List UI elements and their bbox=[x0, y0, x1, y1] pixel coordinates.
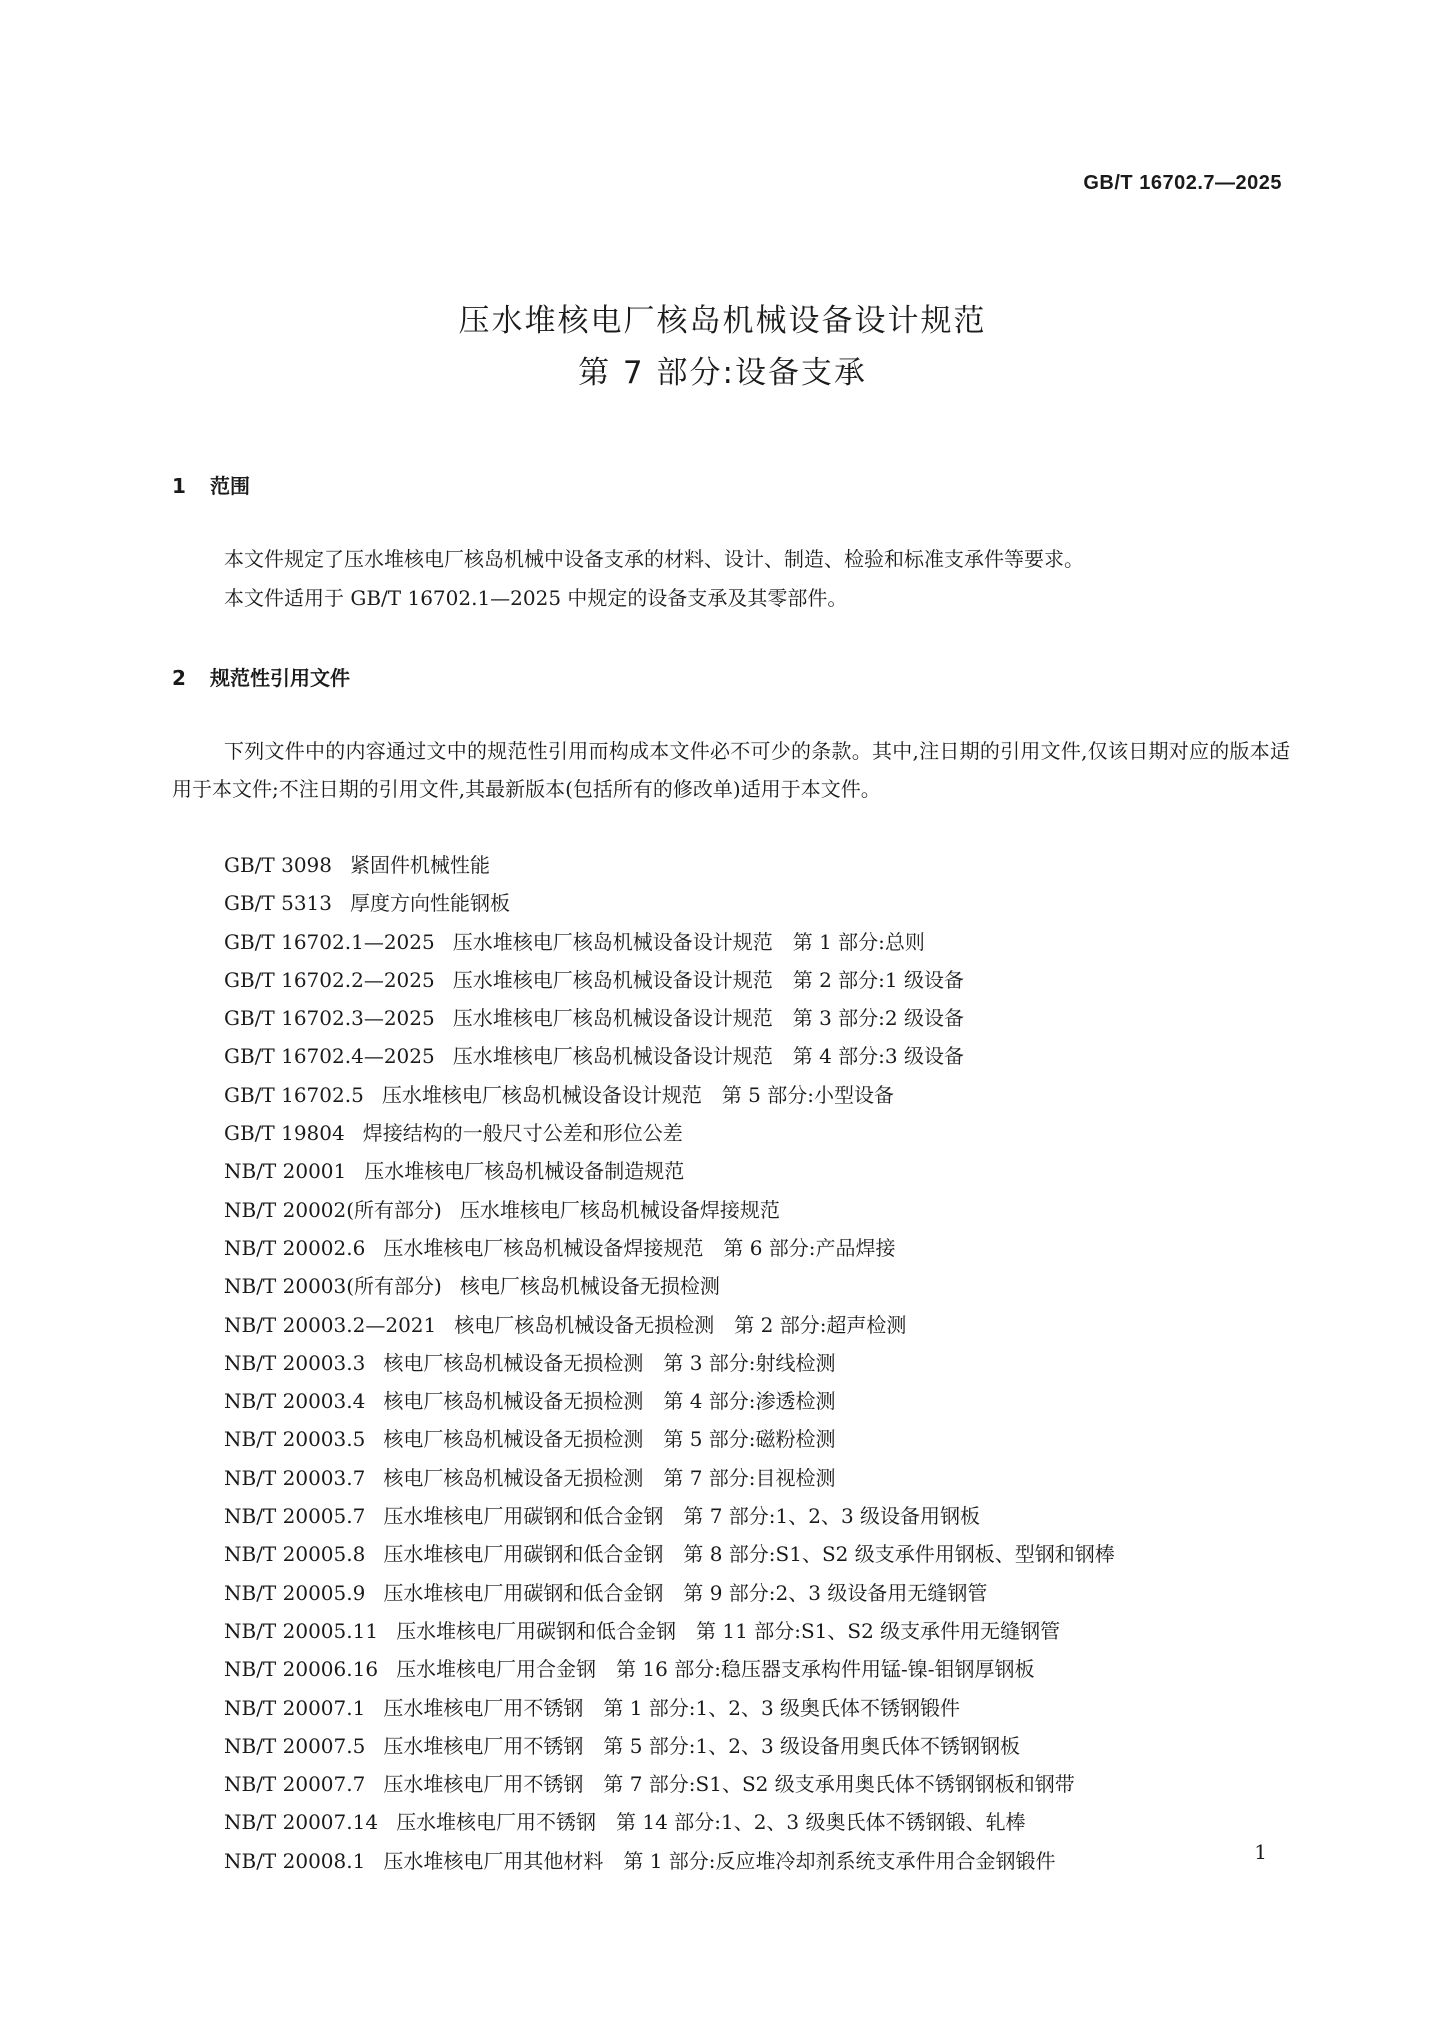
reference-item bbox=[224, 1382, 1115, 1420]
reference-title: 压水堆核电厂核岛机械设备设计规范 第 4 部分:3 级设备 bbox=[452, 1044, 964, 1069]
reference-code: NB/T 20007.7 bbox=[224, 1772, 366, 1797]
document-title-line2: 第 7 部分:设备支承 bbox=[578, 355, 867, 391]
reference-title: 压水堆核电厂用碳钢和低合金钢 第 7 部分:1、2、3 级设备用钢板 bbox=[383, 1504, 981, 1529]
reference-code: NB/T 20003.2—2021 bbox=[224, 1312, 437, 1337]
reference-code: GB/T 16702.3—2025 bbox=[224, 1006, 435, 1031]
reference-title: 压水堆核电厂用其他材料 第 1 部分:反应堆冷却剂系统支承件用合金钢锻件 bbox=[383, 1848, 1056, 1873]
reference-code: NB/T 20005.9 bbox=[224, 1580, 366, 1605]
reference-code: NB/T 20007.1 bbox=[224, 1695, 366, 1720]
reference-title: 压水堆核电厂核岛机械设备设计规范 第 3 部分:2 级设备 bbox=[452, 1006, 964, 1031]
section-number: 2 bbox=[172, 666, 186, 690]
reference-title: 核电厂核岛机械设备无损检测 第 3 部分:射线检测 bbox=[383, 1350, 836, 1375]
reference-code: NB/T 20003.4 bbox=[224, 1389, 366, 1414]
reference-code: GB/T 3098 bbox=[224, 853, 333, 877]
section-heading-normative-references bbox=[172, 662, 350, 691]
reference-item bbox=[224, 1420, 1115, 1458]
reference-item bbox=[224, 923, 1115, 961]
reference-title: 压水堆核电厂核岛机械设备设计规范 第 5 部分:小型设备 bbox=[381, 1082, 895, 1107]
reference-item bbox=[224, 1191, 1115, 1229]
page-number: 1 bbox=[1254, 1840, 1267, 1864]
reference-title: 压水堆核电厂用不锈钢 第 5 部分:1、2、3 级设备用奥氏体不锈钢钢板 bbox=[383, 1733, 1021, 1758]
reference-item bbox=[224, 1114, 1115, 1152]
reference-item bbox=[224, 1803, 1115, 1841]
section-heading-scope bbox=[172, 470, 250, 499]
reference-code: NB/T 20005.8 bbox=[224, 1542, 366, 1567]
reference-title: 压水堆核电厂用碳钢和低合金钢 第 11 部分:S1、S2 级支承件用无缝钢管 bbox=[396, 1618, 1061, 1643]
reference-code: NB/T 20005.11 bbox=[224, 1618, 379, 1643]
reference-item bbox=[224, 1497, 1115, 1535]
reference-title: 核电厂核岛机械设备无损检测 第 2 部分:超声检测 bbox=[454, 1312, 907, 1337]
reference-title: 核电厂核岛机械设备无损检测 第 7 部分:目视检测 bbox=[383, 1465, 836, 1490]
reference-item bbox=[224, 1650, 1115, 1688]
reference-title: 紧固件机械性能 bbox=[350, 853, 491, 877]
section-title: 范围 bbox=[210, 474, 250, 498]
standard-code: GB/T 16702.7—2025 bbox=[1083, 172, 1282, 194]
reference-code: NB/T 20003.5 bbox=[224, 1427, 366, 1452]
reference-code: NB/T 20008.1 bbox=[224, 1848, 366, 1873]
reference-item bbox=[224, 999, 1115, 1037]
references-intro-paragraph: 下列文件中的内容通过文中的规范性引用而构成本文件必不可少的条款。其中,注日期的引用文件,仅该日期对应的版本适用于本文件;不注日期的引用文件,其最新版本(包括所有的修改单)适用于本文件。 bbox=[172, 739, 1290, 801]
reference-item bbox=[224, 1229, 1115, 1267]
reference-code: NB/T 20002(所有部分) bbox=[224, 1197, 442, 1222]
reference-item bbox=[224, 1267, 1115, 1305]
reference-code: GB/T 16702.5 bbox=[224, 1082, 364, 1107]
reference-code: NB/T 20003.3 bbox=[224, 1350, 366, 1375]
reference-code: GB/T 16702.1—2025 bbox=[224, 929, 435, 954]
reference-code: GB/T 5313 bbox=[224, 891, 333, 916]
reference-list bbox=[224, 846, 1115, 1880]
reference-item bbox=[224, 1727, 1115, 1765]
reference-item bbox=[224, 1612, 1115, 1650]
section-number: 1 bbox=[172, 474, 186, 498]
reference-code: GB/T 16702.4—2025 bbox=[224, 1044, 435, 1069]
reference-item bbox=[224, 1344, 1115, 1382]
reference-item bbox=[224, 961, 1115, 999]
reference-code: GB/T 19804 bbox=[224, 1121, 345, 1146]
reference-title: 压水堆核电厂核岛机械设备焊接规范 第 6 部分:产品焊接 bbox=[383, 1235, 896, 1260]
reference-title: 核电厂核岛机械设备无损检测 bbox=[459, 1274, 720, 1299]
reference-title: 压水堆核电厂核岛机械设备焊接规范 bbox=[459, 1197, 780, 1222]
reference-title: 压水堆核电厂核岛机械设备制造规范 bbox=[364, 1159, 685, 1184]
document-title-line1: 压水堆核电厂核岛机械设备设计规范 bbox=[458, 303, 987, 339]
reference-code: NB/T 20007.5 bbox=[224, 1733, 366, 1758]
reference-item bbox=[224, 1306, 1115, 1344]
reference-item bbox=[224, 1037, 1115, 1075]
reference-title: 压水堆核电厂用不锈钢 第 1 部分:1、2、3 级奥氏体不锈钢锻件 bbox=[383, 1695, 961, 1720]
reference-item bbox=[224, 884, 1115, 922]
reference-code: NB/T 20007.14 bbox=[224, 1810, 379, 1835]
reference-item bbox=[224, 1152, 1115, 1190]
reference-title: 压水堆核电厂核岛机械设备设计规范 第 1 部分:总则 bbox=[452, 929, 925, 954]
reference-item bbox=[224, 1459, 1115, 1497]
reference-code: NB/T 20002.6 bbox=[224, 1235, 366, 1260]
reference-title: 压水堆核电厂核岛机械设备设计规范 第 2 部分:1 级设备 bbox=[452, 967, 964, 992]
section-title: 规范性引用文件 bbox=[210, 666, 350, 690]
scope-paragraph: 本文件适用于 GB/T 16702.1—2025 中规定的设备支承及其零部件。 bbox=[224, 586, 848, 610]
reference-title: 压水堆核电厂用碳钢和低合金钢 第 9 部分:2、3 级设备用无缝钢管 bbox=[383, 1580, 988, 1605]
reference-title: 焊接结构的一般尺寸公差和形位公差 bbox=[362, 1121, 683, 1146]
reference-item bbox=[224, 1765, 1115, 1803]
reference-title: 压水堆核电厂用碳钢和低合金钢 第 8 部分:S1、S2 级支承件用钢板、型钢和钢棒 bbox=[383, 1542, 1115, 1567]
reference-title: 压水堆核电厂用不锈钢 第 14 部分:1、2、3 级奥氏体不锈钢锻、轧棒 bbox=[396, 1810, 1026, 1835]
reference-title: 压水堆核电厂用合金钢 第 16 部分:稳压器支承构件用锰-镍-钼钢厚钢板 bbox=[396, 1657, 1035, 1682]
reference-item bbox=[224, 1076, 1115, 1114]
reference-item bbox=[224, 1535, 1115, 1573]
reference-item bbox=[224, 846, 1115, 884]
reference-code: NB/T 20003.7 bbox=[224, 1465, 366, 1490]
reference-code: NB/T 20003(所有部分) bbox=[224, 1274, 442, 1299]
reference-code: GB/T 16702.2—2025 bbox=[224, 967, 435, 992]
scope-paragraph: 本文件规定了压水堆核电厂核岛机械中设备支承的材料、设计、制造、检验和标准支承件等要求。 bbox=[224, 547, 1084, 571]
reference-item bbox=[224, 1689, 1115, 1727]
reference-code: NB/T 20006.16 bbox=[224, 1657, 379, 1682]
reference-title: 核电厂核岛机械设备无损检测 第 5 部分:磁粉检测 bbox=[383, 1427, 836, 1452]
reference-title: 厚度方向性能钢板 bbox=[350, 891, 511, 916]
reference-item bbox=[224, 1574, 1115, 1612]
reference-code: NB/T 20005.7 bbox=[224, 1504, 366, 1529]
reference-title: 核电厂核岛机械设备无损检测 第 4 部分:渗透检测 bbox=[383, 1389, 836, 1414]
reference-code: NB/T 20001 bbox=[224, 1159, 347, 1184]
reference-title: 压水堆核电厂用不锈钢 第 7 部分:S1、S2 级支承用奥氏体不锈钢钢板和钢带 bbox=[383, 1772, 1075, 1797]
reference-item bbox=[224, 1842, 1115, 1880]
